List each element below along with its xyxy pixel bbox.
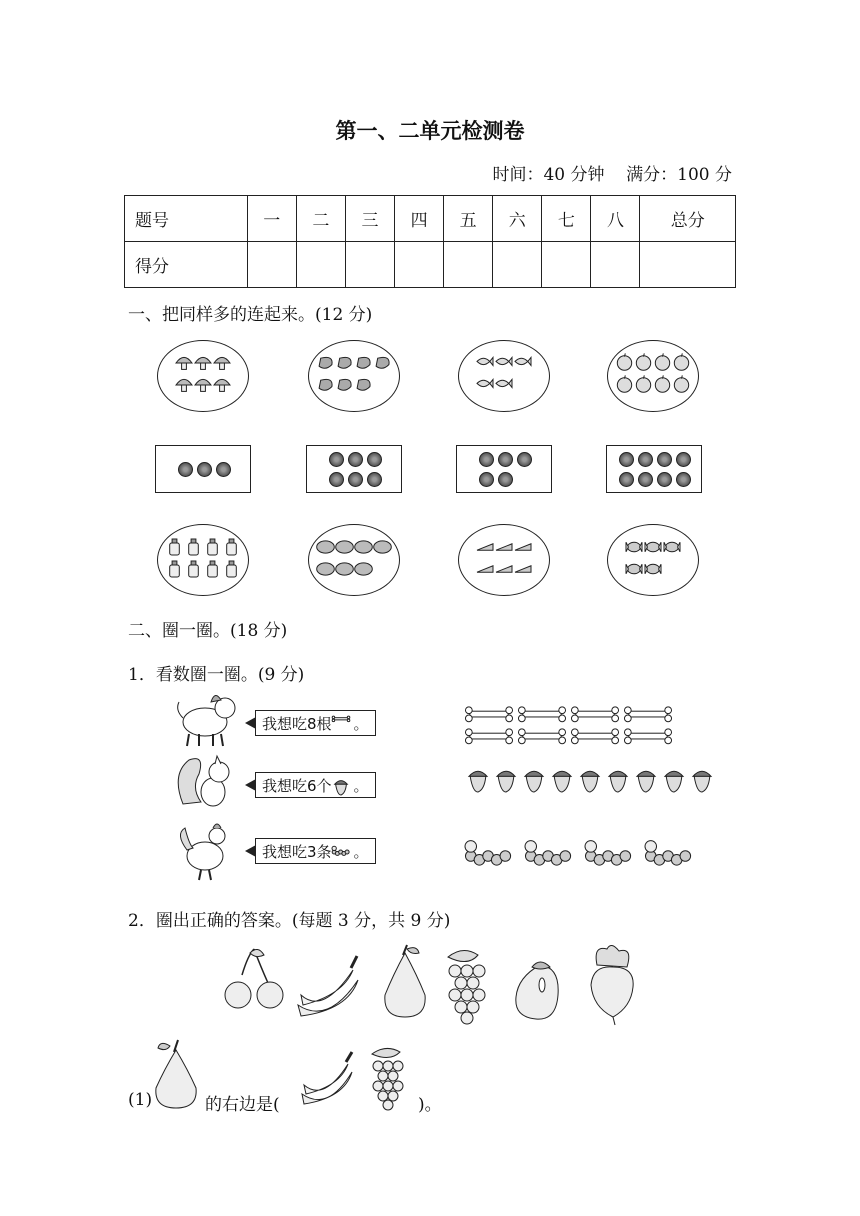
- cherry-icon: [225, 949, 283, 1008]
- item-group: [465, 766, 715, 792]
- dot: [348, 452, 363, 467]
- food-plate[interactable]: [308, 524, 400, 596]
- mushroom-icon: [214, 379, 230, 391]
- potato-icon: [317, 541, 335, 553]
- q2-sub1-heading: 1．看数圈一圈。(9 分): [128, 665, 305, 685]
- acorn-icon[interactable]: [665, 771, 683, 792]
- banana-icon: [298, 956, 358, 1016]
- mushroom-icon: [176, 357, 192, 369]
- acorn-icon[interactable]: [553, 771, 571, 792]
- apple-icon: [655, 353, 669, 370]
- cake-slice-icon: [515, 566, 531, 572]
- animal-row: [175, 692, 237, 758]
- q2-sub2-q1-prefix: (1): [128, 1090, 153, 1110]
- dot: [619, 452, 634, 467]
- candy-icon: [645, 542, 661, 552]
- acorn-icon[interactable]: [469, 771, 487, 792]
- bone-icon[interactable]: [624, 707, 671, 722]
- page-title: 第一、二单元检测卷: [335, 119, 525, 143]
- dog-icon: [175, 692, 237, 754]
- dot: [498, 452, 513, 467]
- score-header-cell: 一: [247, 196, 296, 242]
- bone-icon: [332, 715, 354, 731]
- potato-icon: [336, 541, 354, 553]
- q2-sub2-q1-suffix: )。: [418, 1095, 442, 1115]
- dot: [498, 472, 513, 487]
- pepper-icon: [357, 379, 370, 390]
- food-plate[interactable]: [157, 340, 249, 412]
- acorn-icon[interactable]: [693, 771, 711, 792]
- potato-icon: [336, 563, 354, 575]
- bone-icon[interactable]: [465, 729, 512, 744]
- score-input-cell[interactable]: [542, 242, 591, 288]
- score-header-cell: 五: [444, 196, 493, 242]
- speech-text: 我想吃6个: [262, 776, 332, 795]
- apple-icon: [617, 353, 631, 370]
- item-group: [465, 832, 693, 880]
- score-input-cell[interactable]: [345, 242, 394, 288]
- cake-slice-icon: [477, 544, 493, 550]
- food-plate[interactable]: [157, 524, 249, 596]
- dot: [638, 452, 653, 467]
- animal-row: [175, 820, 237, 886]
- candy-icon: [645, 564, 661, 574]
- fish-icon: [477, 357, 493, 365]
- fish-icon: [496, 379, 512, 387]
- cake-slice-icon: [477, 566, 493, 572]
- mushroom-icon: [195, 379, 211, 391]
- bone-icon[interactable]: [571, 707, 618, 722]
- acorn-icon[interactable]: [637, 771, 655, 792]
- candy-icon: [626, 542, 642, 552]
- fish-icon: [515, 357, 531, 365]
- cake-slice-icon: [515, 544, 531, 550]
- q1-heading: 一、把同样多的连起来。(12 分): [128, 305, 373, 325]
- acorn-icon[interactable]: [497, 771, 515, 792]
- pear-icon: [385, 945, 425, 1017]
- pepper-icon: [338, 379, 351, 390]
- banana-icon[interactable]: [298, 1050, 356, 1110]
- bottle-icon: [170, 561, 180, 577]
- dot-card[interactable]: [306, 445, 402, 493]
- speech-text: 我想吃3条: [262, 842, 332, 861]
- mushroom-icon: [195, 357, 211, 369]
- score-table: [124, 195, 736, 288]
- caterpillar-icon[interactable]: [465, 841, 511, 865]
- q2-sub2-heading: 2．圈出正确的答案。(每题 3 分，共 9 分): [128, 911, 451, 931]
- dot: [638, 472, 653, 487]
- pepper-icon: [357, 357, 370, 368]
- speech-text: 我想吃8根: [262, 714, 332, 733]
- score-header-cell: 题号: [125, 196, 248, 242]
- rooster-icon: [175, 820, 237, 882]
- dot-card[interactable]: [155, 445, 251, 493]
- potato-icon: [374, 541, 392, 553]
- candy-icon: [626, 564, 642, 574]
- score-header-cell: 三: [345, 196, 394, 242]
- score-input-cell[interactable]: [640, 242, 736, 288]
- pear-icon: [150, 1040, 205, 1112]
- speech-suffix: 。: [353, 776, 369, 795]
- bottle-icon: [189, 539, 199, 555]
- acorn-icon[interactable]: [525, 771, 543, 792]
- pepper-icon: [319, 379, 332, 390]
- item-group: [465, 704, 672, 748]
- food-plate[interactable]: [607, 340, 699, 412]
- speech-bubble: [255, 838, 376, 864]
- food-plate[interactable]: [458, 340, 550, 412]
- score-input-cell[interactable]: [247, 242, 296, 288]
- score-header-cell: 四: [395, 196, 444, 242]
- dot: [216, 462, 231, 477]
- bone-icon[interactable]: [518, 707, 565, 722]
- score-header-cell: 总分: [640, 196, 736, 242]
- speech-bubble: [255, 710, 376, 736]
- dot: [329, 472, 344, 487]
- apple-icon: [655, 375, 669, 392]
- dot: [367, 452, 382, 467]
- dot: [178, 462, 193, 477]
- exam-meta: 时间：40 分钟 满分：100 分: [492, 165, 732, 185]
- speech-suffix: 。: [353, 714, 369, 733]
- dot: [479, 472, 494, 487]
- speech-bubble: [255, 772, 376, 798]
- acorn-icon[interactable]: [581, 771, 599, 792]
- dot: [329, 452, 344, 467]
- grape-icon[interactable]: [366, 1044, 410, 1112]
- score-row: [125, 242, 736, 288]
- food-plate[interactable]: [458, 524, 550, 596]
- bottle-icon: [208, 561, 218, 577]
- dot: [367, 472, 382, 487]
- score-row-label: 得分: [125, 242, 248, 288]
- score-input-cell[interactable]: [444, 242, 493, 288]
- dot-card[interactable]: [606, 445, 702, 493]
- fruit-row: [215, 945, 645, 1025]
- grape-icon: [448, 950, 485, 1024]
- apple-icon: [674, 353, 688, 370]
- dot-card[interactable]: [456, 445, 552, 493]
- food-plate[interactable]: [308, 340, 400, 412]
- score-input-cell[interactable]: [395, 242, 444, 288]
- score-header-cell: 八: [591, 196, 640, 242]
- bone-icon[interactable]: [465, 707, 512, 722]
- bottle-icon: [170, 539, 180, 555]
- dot: [657, 472, 672, 487]
- food-plate[interactable]: [607, 524, 699, 596]
- bone-icon[interactable]: [571, 729, 618, 744]
- speech-suffix: 。: [353, 842, 369, 861]
- score-header-cell: 六: [493, 196, 542, 242]
- mushroom-icon: [214, 357, 230, 369]
- bottle-icon: [227, 561, 237, 577]
- score-input-cell[interactable]: [591, 242, 640, 288]
- score-header-cell: 七: [542, 196, 591, 242]
- acorn-icon[interactable]: [609, 771, 627, 792]
- score-input-cell[interactable]: [296, 242, 345, 288]
- dot: [479, 452, 494, 467]
- mushroom-icon: [176, 379, 192, 391]
- radish-icon: [591, 945, 633, 1025]
- dot: [197, 462, 212, 477]
- candy-icon: [664, 542, 680, 552]
- bottle-icon: [227, 539, 237, 555]
- bottle-icon: [189, 561, 199, 577]
- q2-sub2-q1-mid: 的右边是(: [205, 1095, 280, 1115]
- q2-heading: 二、圈一圈。(18 分): [128, 621, 288, 641]
- pepper-icon: [376, 357, 389, 368]
- dot: [676, 452, 691, 467]
- squirrel-icon: [175, 754, 237, 816]
- apple-icon: [636, 375, 650, 392]
- bone-icon[interactable]: [518, 729, 565, 744]
- caterpillar-icon[interactable]: [645, 841, 691, 865]
- cake-slice-icon: [496, 544, 512, 550]
- eggplant-icon: [516, 962, 558, 1019]
- cake-slice-icon: [496, 566, 512, 572]
- dot: [619, 472, 634, 487]
- caterpillar-icon[interactable]: [585, 841, 631, 865]
- apple-icon: [617, 375, 631, 392]
- dot: [348, 472, 363, 487]
- animal-row: [175, 754, 237, 820]
- dot: [657, 452, 672, 467]
- bone-icon[interactable]: [624, 729, 671, 744]
- apple-icon: [674, 375, 688, 392]
- pepper-icon: [338, 357, 351, 368]
- bottle-icon: [208, 539, 218, 555]
- pepper-icon: [319, 357, 332, 368]
- acorn-icon: [332, 777, 354, 793]
- potato-icon: [355, 541, 373, 553]
- fish-icon: [477, 379, 493, 387]
- fish-icon: [496, 357, 512, 365]
- potato-icon: [317, 563, 335, 575]
- apple-icon: [636, 353, 650, 370]
- score-header-row: [125, 196, 736, 242]
- dot: [676, 472, 691, 487]
- score-header-cell: 二: [296, 196, 345, 242]
- caterpillar-icon: [332, 843, 354, 859]
- potato-icon: [355, 563, 373, 575]
- score-input-cell[interactable]: [493, 242, 542, 288]
- dot: [517, 452, 532, 467]
- caterpillar-icon[interactable]: [525, 841, 571, 865]
